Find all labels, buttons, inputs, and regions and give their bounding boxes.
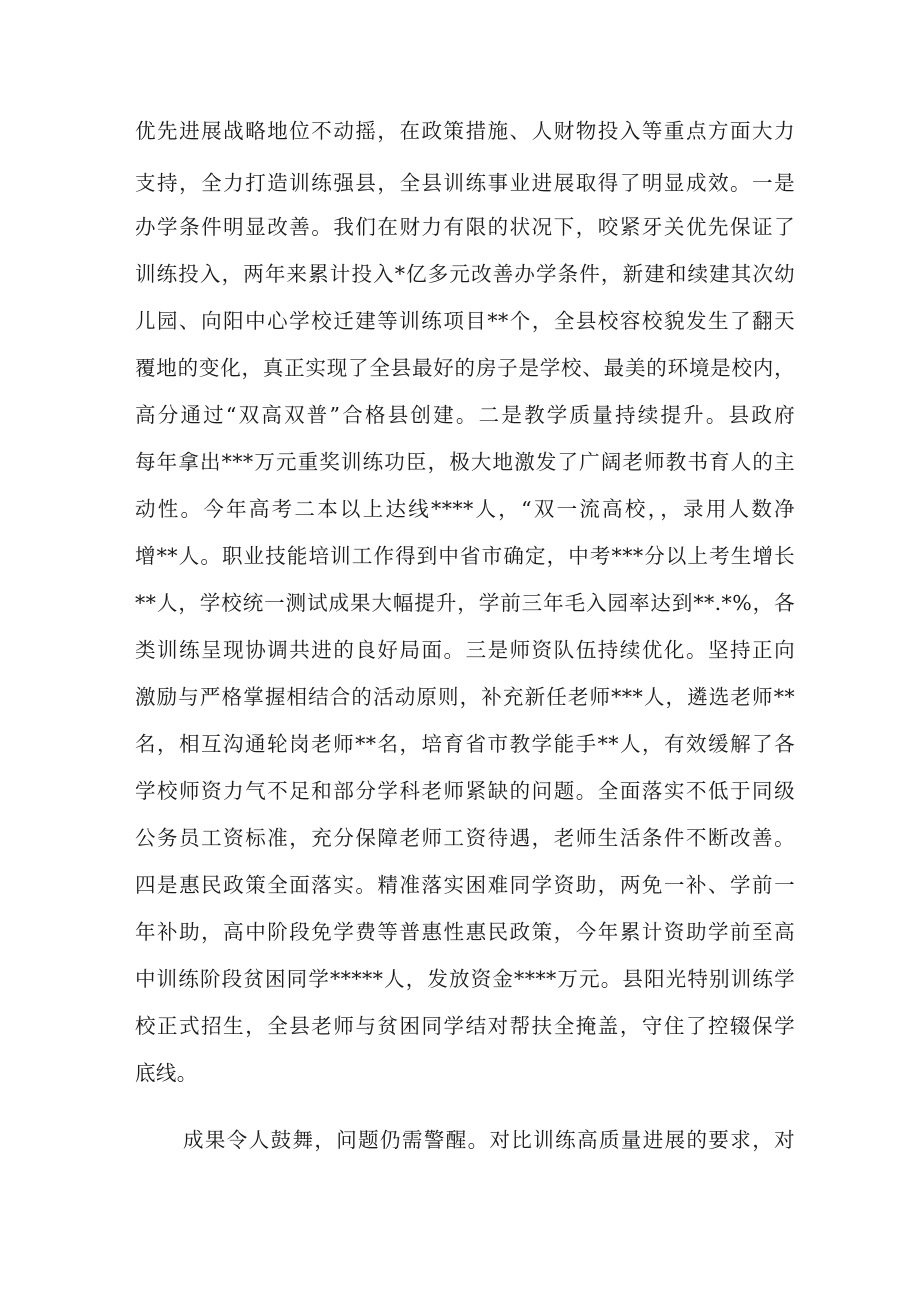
paragraph-1-line-13: 激励与严格掌握相结合的活动原则，补充新任老师***人，遴选老师**	[135, 685, 795, 709]
paragraph-1-line-17: 四是惠民政策全面落实。精准落实困难同学资助，两免一补、学前一	[135, 873, 795, 897]
paragraph-1-line-7: 高分通过“双高双普”合格县创建。二是教学质量持续提升。县政府	[135, 403, 795, 427]
paragraph-1-line-4: 训练投入，两年来累计投入*亿多元改善办学条件，新建和续建其次幼	[135, 262, 795, 286]
paragraph-1-line-3: 办学条件明显改善。我们在财力有限的状况下，咬紧牙关优先保证了	[135, 215, 795, 239]
paragraph-1-line-15: 学校师资力气不足和部分学科老师紧缺的问题。全面落实不低于同级	[135, 779, 795, 803]
paragraph-1-line-8: 每年拿出***万元重奖训练功臣，极大地激发了广阔老师教书育人的主	[135, 450, 795, 474]
paragraph-1-line-6: 覆地的变化，真正实现了全县最好的房子是学校、最美的环境是校内，	[135, 356, 795, 380]
paragraph-1-line-14: 名，相互沟通轮岗老师**名，培育省市教学能手**人，有效缓解了各	[135, 732, 795, 756]
paragraph-2-line-1: 成果令人鼓舞，问题仍需警醒。对比训练高质量进展的要求，对	[183, 1128, 795, 1152]
paragraph-1-line-11: **人，学校统一测试成果大幅提升，学前三年毛入园率达到**.*%，各	[135, 591, 795, 615]
paragraph-1-line-9: 动性。今年高考二本以上达线****人，“双一流高校，，录用人数净	[135, 497, 795, 521]
paragraph-1-line-21: 底线。	[135, 1061, 198, 1085]
paragraph-1-line-19: 中训练阶段贫困同学*****人，发放资金****万元。县阳光特别训练学	[135, 967, 795, 991]
paragraph-1-line-18: 年补助，高中阶段免学费等普惠性惠民政策，今年累计资助学前至高	[135, 920, 795, 944]
paragraph-1-line-1: 优先进展战略地位不动摇，在政策措施、人财物投入等重点方面大力	[135, 119, 795, 143]
paragraph-1-line-12: 类训练呈现协调共进的良好局面。三是师资队伍持续优化。坚持正向	[135, 638, 795, 662]
paragraph-1-line-5: 儿园、向阳中心学校迁建等训练项目**个，全县校容校貌发生了翻天	[135, 309, 795, 333]
paragraph-1-line-10: 增**人。职业技能培训工作得到中省市确定，中考***分以上考生增长	[135, 544, 795, 568]
paragraph-1-line-2: 支持，全力打造训练强县，全县训练事业进展取得了明显成效。一是	[135, 171, 795, 195]
paragraph-1-line-20: 校正式招生，全县老师与贫困同学结对帮扶全掩盖，守住了控辍保学	[135, 1014, 795, 1038]
paragraph-1-line-16: 公务员工资标准，充分保障老师工资待遇，老师生活条件不断改善。	[135, 826, 795, 850]
